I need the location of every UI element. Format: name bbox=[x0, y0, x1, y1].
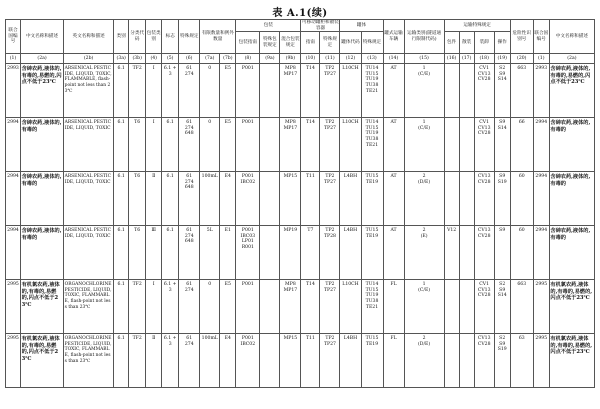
column-number: (2a) bbox=[549, 54, 594, 64]
cell-c3a: 6.1 bbox=[114, 280, 129, 334]
cell-en: ARSENICAL PESTICIDE, LIQUID, TOXIC bbox=[64, 226, 114, 280]
cell-haz: 60 bbox=[510, 172, 533, 226]
header-class-code: 分类代码 bbox=[129, 20, 146, 54]
cell-tcs: TU14 TU15 TU19 TU38 TE21 bbox=[361, 280, 383, 334]
cell-en: ARSENICAL PESTICIDE, LIQUID, TOXIC bbox=[64, 118, 114, 172]
cell-un2: 2995 bbox=[533, 334, 549, 388]
cell-tc: L4BH bbox=[340, 172, 361, 226]
cell-pk: P001 bbox=[236, 64, 260, 118]
cell-s18: CV13 CV28 bbox=[474, 226, 494, 280]
header-sg-bulk: 散装 bbox=[459, 32, 474, 54]
cell-haz: 663 bbox=[510, 280, 533, 334]
cell-tc: L10CH bbox=[340, 118, 361, 172]
header-sg-op: 操作 bbox=[494, 32, 510, 54]
cell-s19: S2 S9 S14 bbox=[494, 64, 510, 118]
column-number: (9a) bbox=[260, 54, 280, 64]
cell-veh: AT bbox=[383, 172, 404, 226]
cell-pk: P001 bbox=[236, 280, 260, 334]
header-en-name: 英文名称和描述 bbox=[64, 20, 114, 54]
cell-t: T14 bbox=[301, 64, 320, 118]
header-special-transport: 运输特殊规定 bbox=[444, 20, 510, 32]
header-pk-instr: 包装指南 bbox=[236, 32, 260, 54]
column-number: (18) bbox=[474, 54, 494, 64]
cell-veh: AT bbox=[383, 226, 404, 280]
cell-t: T7 bbox=[301, 226, 320, 280]
cell-s18: CV13 CV28 bbox=[474, 334, 494, 388]
column-number: (3b) bbox=[129, 54, 146, 64]
cell-tsp: TP2 TP27 bbox=[320, 334, 340, 388]
cell-tc: L10CH bbox=[340, 280, 361, 334]
cell-sp: 61 274 648 bbox=[179, 172, 200, 226]
table-row bbox=[6, 118, 595, 172]
cell-cn: 含砷农药,液体的,有毒的 bbox=[21, 226, 64, 280]
cell-mix: MP15 bbox=[280, 334, 301, 388]
cell-c3a: 6.1 bbox=[114, 334, 129, 388]
header-sg-pkg: 包件 bbox=[444, 32, 459, 54]
column-number: (10) bbox=[301, 54, 320, 64]
cell-s16 bbox=[444, 280, 459, 334]
cell-t: T14 bbox=[301, 118, 320, 172]
cell-s17 bbox=[459, 64, 474, 118]
cell-veh: FL bbox=[383, 280, 404, 334]
cell-c3b: TF2 bbox=[129, 334, 146, 388]
cell-t: T11 bbox=[301, 172, 320, 226]
cell-cn2: 含砷农药,液体的,有毒的,易燃的,闪点不低于23℃ bbox=[549, 64, 594, 118]
cell-lq: 0 bbox=[200, 280, 220, 334]
cell-pksp bbox=[260, 64, 280, 118]
cell-tcs: TU15 TE19 bbox=[361, 334, 383, 388]
table-row bbox=[6, 280, 595, 334]
cell-s17 bbox=[459, 226, 474, 280]
cell-lq: 5L bbox=[200, 226, 220, 280]
column-number: (11) bbox=[320, 54, 340, 64]
column-number: (3a) bbox=[114, 54, 129, 64]
cell-haz: 60 bbox=[510, 226, 533, 280]
cell-t: T14 bbox=[301, 280, 320, 334]
cell-tsp: TP2 TP27 bbox=[320, 280, 340, 334]
cell-cat: 1 (C/E) bbox=[404, 280, 444, 334]
cell-en: ORGANOCHLORINE PESTICIDE, LIQUID, TOXIC, FLAMMABLE, flash-point not less than 23℃ bbox=[64, 280, 114, 334]
cell-s16 bbox=[444, 334, 459, 388]
table-row bbox=[6, 226, 595, 280]
header-limited-excepted: 有限数量和例外数量 bbox=[200, 20, 236, 54]
cell-c3b: TF2 bbox=[129, 280, 146, 334]
cell-lq: 100mL bbox=[200, 172, 220, 226]
cell-s17 bbox=[459, 334, 474, 388]
cell-pk: P001 IBC03 LP01 R001 bbox=[236, 226, 260, 280]
header-un-no-2: 联合国编号 bbox=[533, 20, 549, 54]
column-number: (7a) bbox=[200, 54, 220, 64]
header-tank-sp: 特殊规定 bbox=[361, 32, 383, 54]
cell-c3a: 6.1 bbox=[114, 172, 129, 226]
cell-pksp bbox=[260, 334, 280, 388]
cell-en: ARSENICAL PESTICIDE, LIQUID, TOXIC bbox=[64, 172, 114, 226]
header-sg-load: 装卸 bbox=[474, 32, 494, 54]
cell-eq: E1 bbox=[220, 226, 236, 280]
column-number: (2b) bbox=[64, 54, 114, 64]
cell-c3b: TF2 bbox=[129, 64, 146, 118]
cell-cn: 含砷农药,液体的,有毒的,易燃的,闪点不低于23℃ bbox=[21, 64, 64, 118]
cell-eq: E4 bbox=[220, 172, 236, 226]
cell-un2: 2994 bbox=[533, 172, 549, 226]
column-number: (5) bbox=[162, 54, 179, 64]
cell-lab: 6.1 bbox=[162, 226, 179, 280]
cell-cn2: 含砷农药,液体的,有毒的 bbox=[549, 226, 594, 280]
cell-s19: S9 S14 bbox=[494, 118, 510, 172]
table-title: 表 A.1(续) bbox=[272, 8, 328, 19]
cell-tsp: TP2 TP27 bbox=[320, 118, 340, 172]
cell-un2: 2993 bbox=[533, 64, 549, 118]
column-number: (12) bbox=[340, 54, 361, 64]
dangerous-goods-table bbox=[5, 19, 595, 388]
header-t-instr: 指南 bbox=[301, 32, 320, 54]
cell-sp: 61 274 bbox=[179, 334, 200, 388]
header-vehicle: 罐式运输车辆 bbox=[383, 20, 404, 54]
cell-sp: 61 274 648 bbox=[179, 118, 200, 172]
cell-s16 bbox=[444, 118, 459, 172]
header-tanks: 罐体 bbox=[340, 20, 383, 32]
cell-cn: 含砷农药,液体的,有毒的 bbox=[21, 172, 64, 226]
cell-tc: L10CH bbox=[340, 64, 361, 118]
column-number: (6) bbox=[179, 54, 200, 64]
cell-tcs: TU15 TE19 bbox=[361, 172, 383, 226]
cell-lq: 0 bbox=[200, 64, 220, 118]
cell-s18: CV1 CV13 CV28 bbox=[474, 64, 494, 118]
cell-tcs: TU14 TU15 TU19 TU38 TE21 bbox=[361, 64, 383, 118]
cell-veh: AT bbox=[383, 64, 404, 118]
cell-tsp: TP2 TP27 bbox=[320, 172, 340, 226]
column-number: (13) bbox=[361, 54, 383, 64]
column-number: (19) bbox=[494, 54, 510, 64]
cell-sp: 61 274 bbox=[179, 64, 200, 118]
table-row bbox=[6, 64, 595, 118]
cell-c3a: 6.1 bbox=[114, 226, 129, 280]
cell-un: 2994 bbox=[6, 118, 21, 172]
cell-pg: Ⅰ bbox=[146, 280, 162, 334]
header-transport-category: 运输类别(隧道通行限制代码) bbox=[404, 20, 444, 54]
cell-c3a: 6.1 bbox=[114, 64, 129, 118]
cell-un: 2995 bbox=[6, 334, 21, 388]
cell-pg: Ⅲ bbox=[146, 226, 162, 280]
cell-pksp bbox=[260, 172, 280, 226]
cell-c3b: T6 bbox=[129, 226, 146, 280]
cell-lab: 6.1 bbox=[162, 118, 179, 172]
cell-t: T11 bbox=[301, 334, 320, 388]
column-number: (17) bbox=[459, 54, 474, 64]
column-number-row bbox=[6, 54, 595, 64]
cell-mix: MP8 MP17 bbox=[280, 118, 301, 172]
cell-s19: S9 S19 bbox=[494, 172, 510, 226]
header-mixed: 混合包装规定 bbox=[280, 32, 301, 54]
cell-tcs: TU15 TE19 bbox=[361, 226, 383, 280]
cell-pk: P001 IBC02 bbox=[236, 334, 260, 388]
column-number: (7b) bbox=[220, 54, 236, 64]
cell-un: 2994 bbox=[6, 172, 21, 226]
cell-mix: MP15 bbox=[280, 172, 301, 226]
header-class: 类别 bbox=[114, 20, 129, 54]
column-number: (14) bbox=[383, 54, 404, 64]
cell-cn: 有机氯农药,液体的,有毒的,易燃的,闪点不低于23℃ bbox=[21, 280, 64, 334]
cell-un: 2993 bbox=[6, 64, 21, 118]
cell-cat: 2 (D/E) bbox=[404, 334, 444, 388]
cell-s16 bbox=[444, 64, 459, 118]
header-portable-tanks: 可移动罐柜和散装容器 bbox=[302, 20, 339, 31]
cell-pg: Ⅰ bbox=[146, 118, 162, 172]
cell-cat: 1 (C/E) bbox=[404, 64, 444, 118]
cell-pg: Ⅰ bbox=[146, 64, 162, 118]
header-packing-group: 包装类别 bbox=[146, 20, 162, 54]
cell-haz: 66 bbox=[510, 118, 533, 172]
cell-tcs: TU14 TU15 TU19 TU38 TE21 bbox=[361, 118, 383, 172]
cell-c3a: 6.1 bbox=[114, 118, 129, 172]
cell-s17 bbox=[459, 280, 474, 334]
header-hazard-no: 危险性识别号 bbox=[510, 20, 533, 54]
cell-s19: S9 bbox=[494, 226, 510, 280]
cell-s19: S2 S9 S14 bbox=[494, 280, 510, 334]
header-tank-code: 罐体代码 bbox=[340, 32, 361, 54]
cell-haz: 63 bbox=[510, 334, 533, 388]
cell-s19: S2 S9 S19 bbox=[494, 334, 510, 388]
header-cn-name: 中文名称和描述 bbox=[21, 20, 64, 54]
cell-s18: CV1 CV13 CV28 bbox=[474, 280, 494, 334]
column-number: (15) bbox=[404, 54, 444, 64]
cell-pk: P001 IBC02 bbox=[236, 172, 260, 226]
cell-s17 bbox=[459, 118, 474, 172]
cell-un: 2995 bbox=[6, 280, 21, 334]
cell-s17 bbox=[459, 172, 474, 226]
cell-s18: CV13 CV28 bbox=[474, 172, 494, 226]
cell-en: ARSENICAL PESTICIDE, LIQUID, TOXIC, FLAMMABLE, flash-point not less than 23℃ bbox=[64, 64, 114, 118]
cell-pg: Ⅱ bbox=[146, 334, 162, 388]
cell-pg: Ⅱ bbox=[146, 172, 162, 226]
header-t-sp: 特殊规定 bbox=[320, 32, 340, 54]
cell-un2: 2995 bbox=[533, 280, 549, 334]
cell-s18: CV1 CV13 CV28 bbox=[474, 118, 494, 172]
cell-cn: 有机氯农药,液体的,有毒的,易燃的,闪点不低于23℃ bbox=[21, 334, 64, 388]
cell-lab: 6.1 bbox=[162, 172, 179, 226]
header-packaging: 包装 bbox=[236, 20, 301, 32]
cell-pksp bbox=[260, 226, 280, 280]
cell-mix: MP8 MP17 bbox=[280, 64, 301, 118]
cell-sp: 61 274 bbox=[179, 280, 200, 334]
cell-pksp bbox=[260, 118, 280, 172]
cell-eq: E5 bbox=[220, 118, 236, 172]
cell-lq: 100mL bbox=[200, 334, 220, 388]
table-body bbox=[6, 54, 595, 388]
table-row bbox=[6, 172, 595, 226]
cell-lab: 6.1 + 3 bbox=[162, 280, 179, 334]
cell-eq: E4 bbox=[220, 334, 236, 388]
header-pk-sp: 特殊包装规定 bbox=[260, 32, 280, 54]
header-un-no: 联合国编号 bbox=[6, 20, 21, 54]
column-number: (4) bbox=[146, 54, 162, 64]
cell-pksp bbox=[260, 280, 280, 334]
cell-cn2: 有机氯农药,液体的,有毒的,易燃的,闪点不低于23℃ bbox=[549, 280, 594, 334]
cell-un2: 2994 bbox=[533, 118, 549, 172]
table-row bbox=[6, 334, 595, 388]
cell-s16: V12 bbox=[444, 226, 459, 280]
cell-veh: FL bbox=[383, 334, 404, 388]
cell-un: 2994 bbox=[6, 226, 21, 280]
cell-lq: 0 bbox=[200, 118, 220, 172]
column-number: (1) bbox=[533, 54, 549, 64]
cell-cn2: 有机氯农药,液体的,有毒的,易燃的,闪点不低于23℃ bbox=[549, 334, 594, 388]
cell-cn2: 含砷农药,液体的,有毒的 bbox=[549, 172, 594, 226]
cell-eq: E5 bbox=[220, 64, 236, 118]
cell-cat: 1 (C/E) bbox=[404, 118, 444, 172]
cell-haz: 663 bbox=[510, 64, 533, 118]
column-number: (8) bbox=[236, 54, 260, 64]
column-number: (2a) bbox=[21, 54, 64, 64]
cell-c3b: T6 bbox=[129, 118, 146, 172]
column-number: (9b) bbox=[280, 54, 301, 64]
column-number: (1) bbox=[6, 54, 21, 64]
cell-sp: 61 274 648 bbox=[179, 226, 200, 280]
cell-c3b: T6 bbox=[129, 172, 146, 226]
column-number: (20) bbox=[510, 54, 533, 64]
cell-tc: L4BH bbox=[340, 334, 361, 388]
cell-tc: L4BH bbox=[340, 226, 361, 280]
cell-tsp: TP2 TP28 bbox=[320, 226, 340, 280]
cell-lab: 6.1 + 3 bbox=[162, 334, 179, 388]
cell-cat: 2 (E) bbox=[404, 226, 444, 280]
header-special-provisions: 特殊规定 bbox=[179, 20, 200, 54]
header-row-1 bbox=[6, 20, 595, 32]
cell-en: ORGANOCHLORINE PESTICIDE, LIQUID, TOXIC, FLAMMABLE, flash-point not less than 23℃ bbox=[64, 334, 114, 388]
cell-eq: E5 bbox=[220, 280, 236, 334]
cell-s16 bbox=[444, 172, 459, 226]
cell-tsp: TP2 TP27 bbox=[320, 64, 340, 118]
cell-un2: 2994 bbox=[533, 226, 549, 280]
cell-cat: 2 (D/E) bbox=[404, 172, 444, 226]
header-cn-name-2: 中文名称和描述 bbox=[549, 20, 594, 54]
cell-cn2: 含砷农药,液体的,有毒的 bbox=[549, 118, 594, 172]
cell-mix: MP19 bbox=[280, 226, 301, 280]
column-number: (16) bbox=[444, 54, 459, 64]
cell-lab: 6.1 + 3 bbox=[162, 64, 179, 118]
cell-mix: MP8 MP17 bbox=[280, 280, 301, 334]
cell-pk: P001 bbox=[236, 118, 260, 172]
header-labels: 标志 bbox=[162, 20, 179, 54]
cell-cn: 含砷农药,液体的,有毒的 bbox=[21, 118, 64, 172]
cell-veh: AT bbox=[383, 118, 404, 172]
